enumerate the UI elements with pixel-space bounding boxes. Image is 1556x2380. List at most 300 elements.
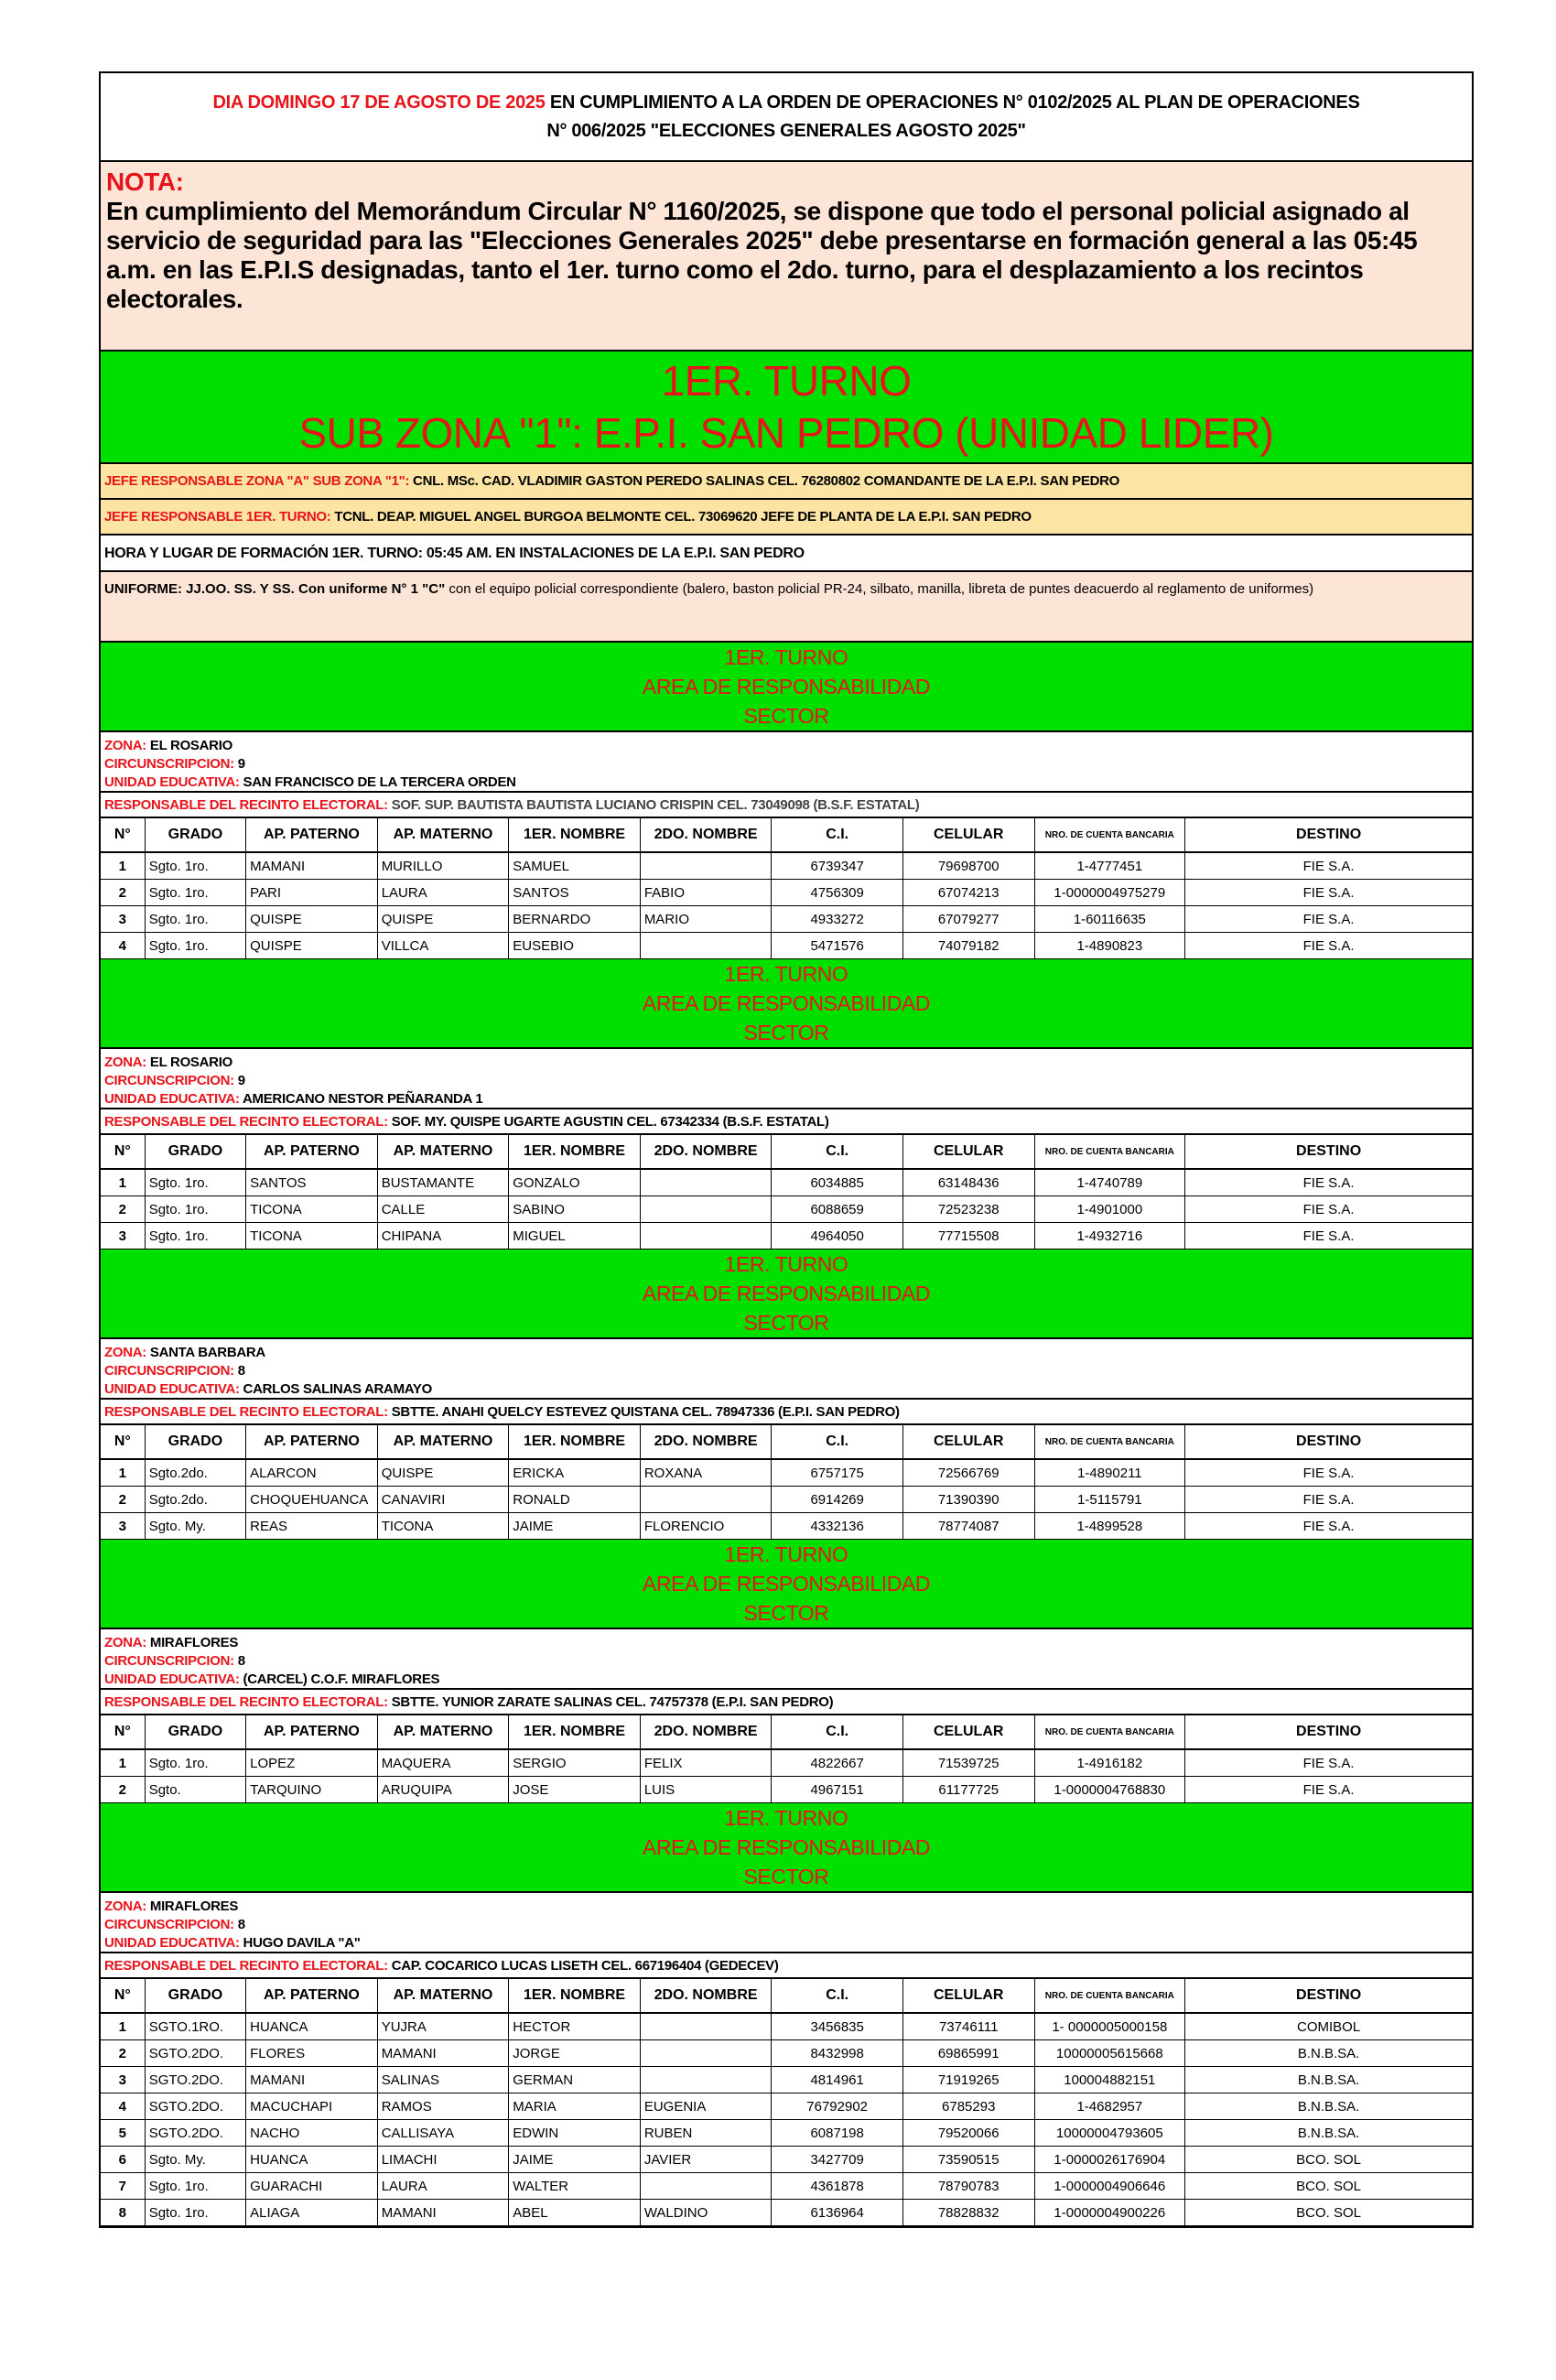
unidad-value: HUGO DAVILA "A" [239,1935,361,1951]
unidad-label: UNIDAD EDUCATIVA: [104,1091,240,1107]
table-cell: QUISPE [377,906,509,933]
table-row [101,1196,1472,1223]
zone-line-circ [104,1072,1468,1090]
sector-banner-line3: SECTOR [743,1311,829,1335]
header-order: EN CUMPLIMIENTO A LA ORDEN DE OPERACIONES N° 0102/2025 AL PLAN DE OPERACIONES [545,92,1360,113]
sector-banner-line2: AREA DE RESPONSABILIDAD [642,991,931,1015]
column-header: DESTINO [1185,1425,1472,1459]
table-row [101,2067,1472,2093]
column-header: N° [101,1715,145,1749]
table-cell: 1-5115791 [1034,1487,1185,1513]
unidad-value: AMERICANO NESTOR PEÑARANDA 1 [239,1091,483,1107]
table-cell: BCO. SOL [1185,2173,1472,2200]
table-cell: 2 [101,1777,145,1803]
sector-banner-line2: AREA DE RESPONSABILIDAD [642,675,931,698]
column-header: C.I. [772,1715,903,1749]
table-cell: 6088659 [772,1196,903,1223]
table-cell: FIE S.A. [1185,1777,1472,1803]
table-row [101,2040,1472,2067]
table-cell: Sgto. 1ro. [145,852,245,880]
column-header: C.I. [772,818,903,852]
table-cell: 6757175 [772,1459,903,1487]
responsable-value: SBTTE. YUNIOR ZARATE SALINAS CEL. 74757378 (E.P.I. SAN PEDRO) [387,1694,834,1710]
table-cell: 1-4777451 [1034,852,1185,880]
table-cell: Sgto. 1ro. [145,1749,245,1777]
table-cell: Sgto. 1ro. [145,906,245,933]
table-cell: MAMANI [377,2040,509,2067]
table-cell: 76792902 [772,2093,903,2120]
column-header: 1ER. NOMBRE [509,1715,641,1749]
table-cell: SGTO.2DO. [145,2067,245,2093]
table-cell: 4814961 [772,2067,903,2093]
sector-banner-line2: AREA DE RESPONSABILIDAD [642,1835,931,1859]
zone-line-circ [104,1652,1468,1671]
table-cell: FABIO [640,880,772,906]
responsable-row [101,793,1472,818]
table-cell: JAIME [509,2147,641,2173]
table-cell: Sgto.2do. [145,1459,245,1487]
responsable-value: SOF. MY. QUISPE UGARTE AGUSTIN CEL. 67342334 (B.S.F. ESTATAL) [387,1114,829,1130]
table-row [101,1223,1472,1250]
table-cell: 67074213 [902,880,1034,906]
circ-value: 8 [233,1653,245,1669]
zona-value: EL ROSARIO [146,738,232,753]
hora-lugar-row: HORA Y LUGAR DE FORMACIÓN 1ER. TURNO: 05:45 AM. EN INSTALACIONES DE LA E.P.I. SAN PEDRO [101,536,1472,572]
table-cell: JORGE [509,2040,641,2067]
unidad-value: CARLOS SALINAS ARAMAYO [239,1381,433,1397]
table-row [101,2173,1472,2200]
header-line-2: N° 006/2025 "ELECCIONES GENERALES AGOSTO 2025" [546,120,1026,141]
zone-line-unidad [104,1090,1468,1109]
table-cell: ALARCON [246,1459,378,1487]
zone-line-circ [104,755,1468,774]
table-row [101,2200,1472,2226]
unidad-label: UNIDAD EDUCATIVA: [104,1935,240,1951]
responsable-value: SOF. SUP. BAUTISTA BAUTISTA LUCIANO CRISPIN CEL. 73049098 (B.S.F. ESTATAL) [387,797,920,813]
table-cell: 4967151 [772,1777,903,1803]
table-cell: MACUCHAPI [246,2093,378,2120]
column-header: NRO. DE CUENTA BANCARIA [1034,1425,1185,1459]
table-cell: FLORENCIO [640,1513,772,1540]
table-cell: 4756309 [772,880,903,906]
table-cell: 1- 0000005000158 [1034,2013,1185,2040]
table-cell: 4933272 [772,906,903,933]
zona-value: SANTA BARBARA [146,1345,265,1360]
table-cell [640,2013,772,2040]
table-cell: 1-4740789 [1034,1169,1185,1196]
table-cell: SAMUEL [509,852,641,880]
zone-line-zona [104,1344,1468,1362]
turno-title: 1ER. TURNO [661,357,912,405]
circ-value: 8 [233,1363,245,1379]
sector-banner-line3: SECTOR [743,1021,829,1044]
table-cell: FIE S.A. [1185,1749,1472,1777]
table-cell: EUSEBIO [509,933,641,959]
table-cell: MARIA [509,2093,641,2120]
zone-line-circ [104,1362,1468,1380]
table-cell: Sgto.2do. [145,1487,245,1513]
turno-banner [101,352,1472,464]
table-cell: TICONA [246,1196,378,1223]
zona-label: ZONA: [104,738,146,753]
personnel-table [101,1425,1472,1540]
table-cell: 1 [101,1749,145,1777]
table-cell: SGTO.2DO. [145,2093,245,2120]
zone-line-unidad [104,774,1468,792]
column-header: 2DO. NOMBRE [640,1979,772,2013]
table-cell: CHOQUEHUANCA [246,1487,378,1513]
responsable-label: RESPONSABLE DEL RECINTO ELECTORAL: [104,1404,388,1420]
zone-line-zona [104,1898,1468,1916]
circ-label: CIRCUNSCRIPCION: [104,756,234,772]
table-cell: LUIS [640,1777,772,1803]
table-cell: JAIME [509,1513,641,1540]
table-cell: SERGIO [509,1749,641,1777]
column-header: 2DO. NOMBRE [640,818,772,852]
column-header: CELULAR [902,1425,1034,1459]
table-cell: LAURA [377,2173,509,2200]
column-header: 1ER. NOMBRE [509,1135,641,1169]
table-cell [640,1223,772,1250]
table-cell: 3 [101,1223,145,1250]
column-header: NRO. DE CUENTA BANCARIA [1034,1135,1185,1169]
table-cell: GONZALO [509,1169,641,1196]
table-cell: FIE S.A. [1185,1487,1472,1513]
column-header: NRO. DE CUENTA BANCARIA [1034,1979,1185,2013]
table-cell: 72523238 [902,1196,1034,1223]
column-header: CELULAR [902,818,1034,852]
table-cell: RAMOS [377,2093,509,2120]
column-header: AP. MATERNO [377,1979,509,2013]
column-header: GRADO [145,1135,245,1169]
table-cell: Sgto. 1ro. [145,933,245,959]
table-cell: QUISPE [246,933,378,959]
table-cell: LOPEZ [246,1749,378,1777]
table-cell: ABEL [509,2200,641,2226]
table-cell: MAMANI [246,852,378,880]
table-row [101,1169,1472,1196]
subzona-title: SUB ZONA "1": E.P.I. SAN PEDRO (UNIDAD LIDER) [298,409,1274,457]
table-cell: 5471576 [772,933,903,959]
table-cell: MAQUERA [377,1749,509,1777]
table-cell: 10000005615668 [1034,2040,1185,2067]
table-cell: CHIPANA [377,1223,509,1250]
table-row [101,906,1472,933]
table-cell: 1-4901000 [1034,1196,1185,1223]
table-cell: B.N.B.SA. [1185,2093,1472,2120]
table-header-row [101,1715,1472,1749]
table-cell [640,2067,772,2093]
table-cell: ARUQUIPA [377,1777,509,1803]
jefe-zona-label: JEFE RESPONSABLE ZONA "A" SUB ZONA "1": [104,473,410,489]
table-cell: FIE S.A. [1185,933,1472,959]
responsable-value: CAP. COCARICO LUCAS LISETH CEL. 667196404 (GEDECEV) [387,1958,779,1974]
zone-line-unidad [104,1671,1468,1689]
sector-banner-line1: 1ER. TURNO [724,645,848,669]
circ-value: 9 [233,756,245,772]
table-cell: 78790783 [902,2173,1034,2200]
table-cell: 72566769 [902,1459,1034,1487]
table-cell: FIE S.A. [1185,1223,1472,1250]
responsable-label: RESPONSABLE DEL RECINTO ELECTORAL: [104,797,388,813]
table-cell: FIE S.A. [1185,1169,1472,1196]
column-header: C.I. [772,1135,903,1169]
sector-banner-line2: AREA DE RESPONSABILIDAD [642,1572,931,1596]
table-cell: 6785293 [902,2093,1034,2120]
table-cell: LAURA [377,880,509,906]
table-cell: GERMAN [509,2067,641,2093]
table-cell: 73590515 [902,2147,1034,2173]
circ-label: CIRCUNSCRIPCION: [104,1073,234,1088]
table-cell: 4 [101,2093,145,2120]
responsable-label: RESPONSABLE DEL RECINTO ELECTORAL: [104,1114,388,1130]
document-header [101,73,1472,162]
responsable-label: RESPONSABLE DEL RECINTO ELECTORAL: [104,1958,388,1974]
table-cell: MURILLO [377,852,509,880]
jefe-turno-label: JEFE RESPONSABLE 1ER. TURNO: [104,509,331,525]
table-cell: 79520066 [902,2120,1034,2147]
sector-banner-line3: SECTOR [743,704,829,728]
column-header: GRADO [145,1715,245,1749]
unidad-value: (CARCEL) C.O.F. MIRAFLORES [239,1671,440,1687]
table-cell: 1-0000004900226 [1034,2200,1185,2226]
column-header: 2DO. NOMBRE [640,1425,772,1459]
table-cell: JOSE [509,1777,641,1803]
table-cell [640,852,772,880]
table-cell: SGTO.2DO. [145,2120,245,2147]
zona-value: EL ROSARIO [146,1055,232,1070]
table-cell: B.N.B.SA. [1185,2120,1472,2147]
column-header: AP. PATERNO [246,1715,378,1749]
table-row [101,852,1472,880]
table-cell: 61177725 [902,1777,1034,1803]
sector-banner [101,959,1472,1049]
jefe-turno-value: TCNL. DEAP. MIGUEL ANGEL BURGOA BELMONTE CEL. 73069620 JEFE DE PLANTA DE LA E.P.I. SAN PEDRO [330,509,1032,525]
table-cell: JAVIER [640,2147,772,2173]
table-row [101,2120,1472,2147]
table-cell: 63148436 [902,1169,1034,1196]
table-row [101,2093,1472,2120]
table-cell: PARI [246,880,378,906]
table-cell: Sgto. 1ro. [145,1196,245,1223]
table-cell: BERNARDO [509,906,641,933]
table-row [101,1459,1472,1487]
table-cell: 1-4932716 [1034,1223,1185,1250]
table-cell: HUANCA [246,2147,378,2173]
table-cell [640,1196,772,1223]
column-header: NRO. DE CUENTA BANCARIA [1034,1715,1185,1749]
column-header: CELULAR [902,1715,1034,1749]
table-cell: 69865991 [902,2040,1034,2067]
table-cell: RUBEN [640,2120,772,2147]
table-cell [640,2040,772,2067]
zone-line-unidad [104,1380,1468,1399]
column-header: N° [101,1425,145,1459]
table-cell: CALLE [377,1196,509,1223]
table-cell: WALTER [509,2173,641,2200]
table-row [101,1777,1472,1803]
table-cell: 8 [101,2200,145,2226]
table-cell: MAMANI [246,2067,378,2093]
column-header: AP. MATERNO [377,1425,509,1459]
responsable-value: SBTTE. ANAHI QUELCY ESTEVEZ QUISTANA CEL. 78947336 (E.P.I. SAN PEDRO) [387,1404,900,1420]
table-cell: 3 [101,1513,145,1540]
jefe-zona-row [101,464,1472,500]
table-cell: 1-0000026176904 [1034,2147,1185,2173]
zone-info [101,732,1472,793]
personnel-table [101,818,1472,959]
table-cell: FIE S.A. [1185,1513,1472,1540]
table-cell: Sgto. 1ro. [145,1169,245,1196]
table-cell: MIGUEL [509,1223,641,1250]
sector-banner [101,1803,1472,1893]
table-cell: LIMACHI [377,2147,509,2173]
sector-banner-line2: AREA DE RESPONSABILIDAD [642,1282,931,1305]
table-cell: GUARACHI [246,2173,378,2200]
table-cell: 7 [101,2173,145,2200]
column-header: DESTINO [1185,1715,1472,1749]
table-cell: 1-0000004906646 [1034,2173,1185,2200]
column-header: AP. MATERNO [377,818,509,852]
zona-label: ZONA: [104,1899,146,1914]
uniforme-label: UNIFORME: JJ.OO. SS. Y SS. Con uniforme N° 1 "C" [104,581,446,597]
table-cell: 74079182 [902,933,1034,959]
sector-banner-line3: SECTOR [743,1865,829,1888]
table-header-row [101,818,1472,852]
table-cell: 2 [101,880,145,906]
table-cell: 2 [101,2040,145,2067]
column-header: AP. PATERNO [246,1425,378,1459]
table-cell: 1 [101,1459,145,1487]
zona-label: ZONA: [104,1055,146,1070]
table-cell [640,933,772,959]
table-cell: FIE S.A. [1185,1459,1472,1487]
table-cell: 6087198 [772,2120,903,2147]
table-cell [640,2173,772,2200]
column-header: DESTINO [1185,1135,1472,1169]
table-cell: 73746111 [902,2013,1034,2040]
table-cell: 1-0000004768830 [1034,1777,1185,1803]
table-cell: BUSTAMANTE [377,1169,509,1196]
table-row [101,1513,1472,1540]
responsable-label: RESPONSABLE DEL RECINTO ELECTORAL: [104,1694,388,1710]
sector-banner [101,1540,1472,1629]
jefe-turno-row [101,500,1472,536]
table-cell: REAS [246,1513,378,1540]
sector-banner-line1: 1ER. TURNO [724,1542,848,1566]
table-cell: SGTO.1RO. [145,2013,245,2040]
column-header: AP. PATERNO [246,1979,378,2013]
table-cell: COMIBOL [1185,2013,1472,2040]
table-cell: ROXANA [640,1459,772,1487]
table-cell: SANTOS [509,880,641,906]
column-header: AP. MATERNO [377,1715,509,1749]
table-row [101,933,1472,959]
table-cell: FELIX [640,1749,772,1777]
table-row [101,2013,1472,2040]
table-cell: B.N.B.SA. [1185,2067,1472,2093]
table-cell: Sgto. My. [145,1513,245,1540]
circ-label: CIRCUNSCRIPCION: [104,1917,234,1932]
table-cell: BCO. SOL [1185,2147,1472,2173]
table-cell: MARIO [640,906,772,933]
uniforme-text: con el equipo policial correspondiente (balero, baston policial PR-24, silbato, manilla, libreta de puntes deacuerdo al reglamento de uniformes) [445,581,1314,597]
table-cell: 1-0000004975279 [1034,880,1185,906]
table-row [101,880,1472,906]
table-cell: 78828832 [902,2200,1034,2226]
zone-line-zona [104,1634,1468,1652]
column-header: N° [101,1979,145,2013]
responsable-row [101,1109,1472,1135]
personnel-table [101,1135,1472,1250]
table-cell [640,1487,772,1513]
table-cell: Sgto. 1ro. [145,2200,245,2226]
table-cell: SABINO [509,1196,641,1223]
zone-line-zona [104,1054,1468,1072]
table-cell: 71390390 [902,1487,1034,1513]
zona-value: MIRAFLORES [146,1899,239,1914]
table-cell [640,1169,772,1196]
sector-banner-line1: 1ER. TURNO [724,962,848,986]
table-row [101,2147,1472,2173]
table-cell: 1-4890823 [1034,933,1185,959]
column-header: 1ER. NOMBRE [509,1425,641,1459]
table-cell: Sgto. 1ro. [145,880,245,906]
sector-banner-line3: SECTOR [743,1601,829,1625]
unidad-label: UNIDAD EDUCATIVA: [104,1671,240,1687]
zona-value: MIRAFLORES [146,1635,239,1650]
table-cell: 4361878 [772,2173,903,2200]
table-cell: 77715508 [902,1223,1034,1250]
nota-box [101,162,1472,352]
table-cell: 1 [101,852,145,880]
table-cell: 79698700 [902,852,1034,880]
table-cell: 71539725 [902,1749,1034,1777]
header-date: DIA DOMINGO 17 DE AGOSTO DE 2025 [212,92,546,113]
column-header: AP. PATERNO [246,818,378,852]
column-header: N° [101,1135,145,1169]
column-header: AP. MATERNO [377,1135,509,1169]
table-cell: 4964050 [772,1223,903,1250]
unidad-label: UNIDAD EDUCATIVA: [104,774,240,790]
table-cell: QUISPE [246,906,378,933]
table-cell: 78774087 [902,1513,1034,1540]
zone-line-circ [104,1916,1468,1934]
table-cell: 1 [101,1169,145,1196]
table-cell: HECTOR [509,2013,641,2040]
table-cell: TICONA [377,1513,509,1540]
table-cell: 3 [101,906,145,933]
unidad-value: SAN FRANCISCO DE LA TERCERA ORDEN [239,774,516,790]
personnel-table [101,1715,1472,1803]
column-header: CELULAR [902,1979,1034,2013]
table-cell: FIE S.A. [1185,880,1472,906]
table-cell: Sgto. [145,1777,245,1803]
zona-label: ZONA: [104,1635,146,1650]
table-cell: 5 [101,2120,145,2147]
table-header-row [101,1135,1472,1169]
table-cell: HUANCA [246,2013,378,2040]
table-cell: BCO. SOL [1185,2200,1472,2226]
table-cell: ALIAGA [246,2200,378,2226]
zona-label: ZONA: [104,1345,146,1360]
table-cell: 1-4890211 [1034,1459,1185,1487]
table-cell: 3427709 [772,2147,903,2173]
table-cell: WALDINO [640,2200,772,2226]
table-row [101,1749,1472,1777]
column-header: C.I. [772,1979,903,2013]
circ-label: CIRCUNSCRIPCION: [104,1363,234,1379]
